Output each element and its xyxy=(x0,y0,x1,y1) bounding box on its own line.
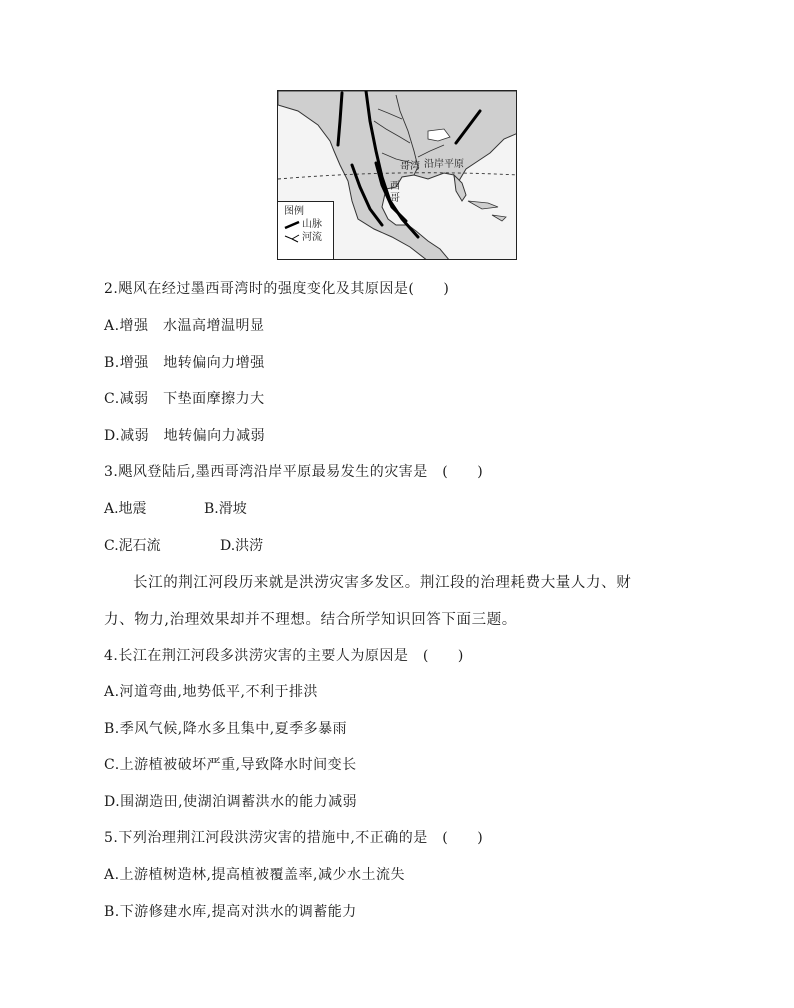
q4-option-d: D.围湖造田,使湖泊调蓄洪水的能力减弱 xyxy=(104,794,358,810)
q2-option-b: B.增强 地转偏向力增强 xyxy=(104,355,265,371)
legend-river xyxy=(284,231,333,244)
q5-option-b: B.下游修建水库,提高对洪水的调蓄能力 xyxy=(104,904,357,920)
map-label-gulf: 哥湾 xyxy=(400,161,420,172)
q5-option-a: A.上游植树造林,提高植被覆盖率,减少水土流失 xyxy=(104,867,405,883)
map-label-west: 西 xyxy=(390,181,400,192)
river-symbol-icon xyxy=(284,233,300,243)
q4-option-c: C.上游植被破坏严重,导致降水时间变长 xyxy=(104,757,357,773)
north-america-map xyxy=(277,90,517,260)
q2-option-d: D.减弱 地转偏向力减弱 xyxy=(104,428,266,444)
q2-option-a: A.增强 水温高增温明显 xyxy=(104,318,265,334)
legend-mountain xyxy=(284,218,333,231)
q2-option-c: C.减弱 下垫面摩擦力大 xyxy=(104,391,265,407)
q3-stem: 3.飓风登陆后,墨西哥湾沿岸平原最易发生的灾害是 ( ) xyxy=(104,464,484,480)
legend-mountain-label: 山脉 xyxy=(302,219,322,230)
q4-option-a: A.河道弯曲,地势低平,不利于排洪 xyxy=(104,684,318,700)
q4-stem: 4.长江在荆江河段多洪涝灾害的主要人为原因是 ( ) xyxy=(104,648,464,664)
map-label-ge: 哥 xyxy=(390,193,400,204)
passage-line-2: 力、物力,治理效果却并不理想。结合所学知识回答下面三题。 xyxy=(104,612,517,628)
map-legend xyxy=(278,201,334,259)
q5-stem: 5.下列治理荆江河段洪涝灾害的措施中,不正确的是 ( ) xyxy=(104,830,484,846)
map-label-plain: 沿岸平原 xyxy=(424,159,464,170)
passage-line-1: 长江的荆江河段历来就是洪涝灾害多发区。荆江段的治理耗费大量人力、财 xyxy=(133,575,632,591)
q4-option-b: B.季风气候,降水多且集中,夏季多暴雨 xyxy=(104,721,348,737)
legend-title: 图例 xyxy=(284,206,304,217)
legend-river-label: 河流 xyxy=(302,232,322,243)
q3-option-c: C.泥石流 xyxy=(104,538,161,554)
q3-option-d: D.洪涝 xyxy=(220,538,264,554)
q3-option-b: B.滑坡 xyxy=(204,501,247,517)
q2-stem: 2.飓风在经过墨西哥湾时的强度变化及其原因是( ) xyxy=(104,281,450,297)
mountain-symbol-icon xyxy=(284,220,300,230)
q3-option-a: A.地震 xyxy=(104,501,147,517)
